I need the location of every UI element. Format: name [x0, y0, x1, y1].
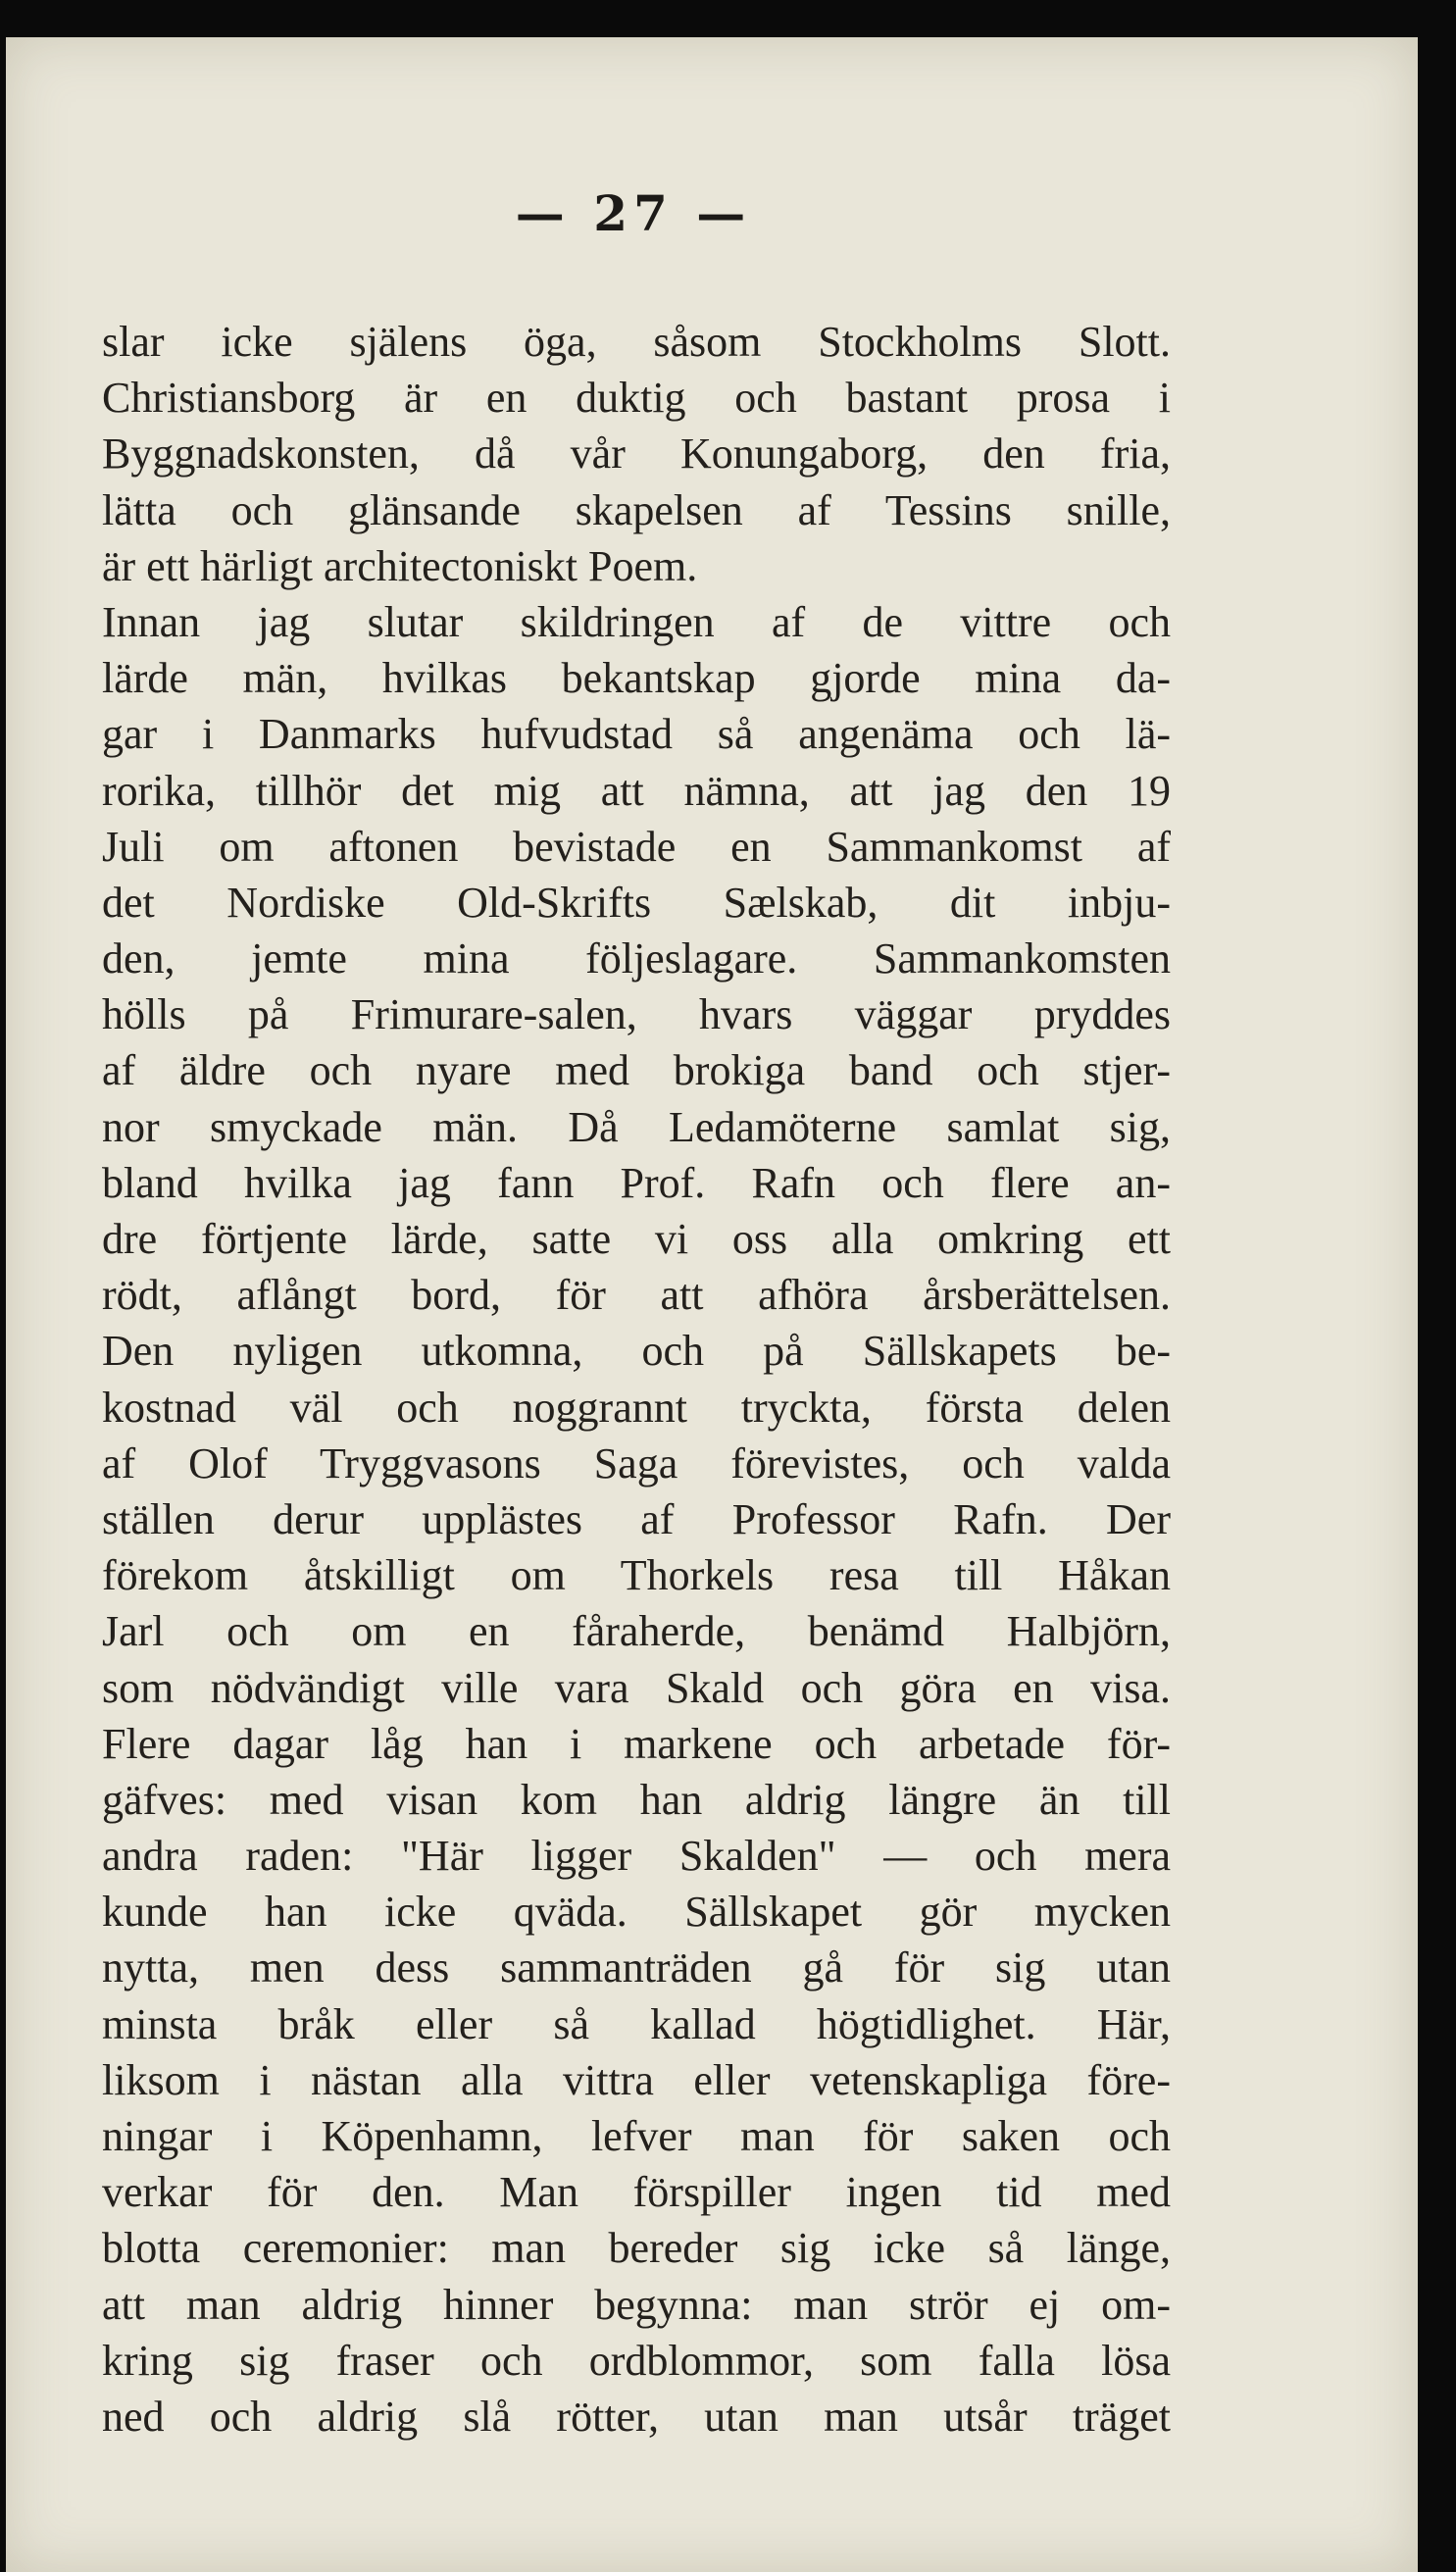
text-line: liksom i nästan alla vittra eller vetenskapliga före-: [102, 2055, 1171, 2104]
text-line: Innan jag slutar skildringen af de vittre och: [102, 597, 1171, 646]
text-line: gar i Danmarks hufvudstad så angenäma och lä-: [102, 710, 1171, 759]
text-line: att man aldrig hinner begynna: man strör ej om-: [102, 2280, 1171, 2329]
text-line: Byggnadskonsten, då vår Konungaborg, den fria,: [102, 429, 1171, 479]
text-line: dre förtjente lärde, satte vi oss alla omkring ett: [102, 1215, 1171, 1263]
text-line: andra raden: "Här ligger Skalden" — och mera: [102, 1832, 1171, 1881]
text-line: är ett härligt architectoniskt Poem.: [102, 541, 698, 590]
text-line: nor smyckade män. Då Ledamöterne samlat sig,: [102, 1102, 1171, 1151]
page-number: — 27 —: [515, 184, 752, 242]
text-line: kostnad väl och noggrannt tryckta, första delen: [102, 1383, 1171, 1432]
text-line: Juli om aftonen bevistade en Sammankomst af: [102, 822, 1171, 871]
text-line: slar icke själens öga, såsom Stockholms Slott.: [102, 318, 1171, 366]
text-line: gäfves: med visan kom han aldrig längre än till: [102, 1775, 1171, 1824]
text-line: det Nordiske Old-Skrifts Sælskab, dit inbju-: [102, 878, 1171, 927]
text-line: af Olof Tryggvasons Saga förevistes, och valda: [102, 1438, 1171, 1488]
text-line: ned och aldrig slå rötter, utan man utsår träget: [102, 2392, 1171, 2441]
text-line: kring sig fraser och ordblommor, som falla lösa: [102, 2336, 1171, 2385]
text-line: kunde han icke qväda. Sällskapet gör mycken: [102, 1888, 1171, 1937]
book-page: [6, 37, 1418, 2572]
text-line: lätta och glänsande skapelsen af Tessins snille,: [102, 485, 1171, 534]
text-line: minsta bråk eller så kallad högtidlighet. Här,: [102, 1999, 1171, 2048]
text-line: verkar för den. Man förspiller ingen tid med: [102, 2168, 1171, 2217]
text-line: rorika, tillhör det mig att nämna, att jag den 19: [102, 766, 1171, 815]
text-line: blotta ceremonier: man bereder sig icke så länge,: [102, 2224, 1171, 2273]
text-line: den, jemte mina följeslagare. Sammankomsten: [102, 934, 1171, 983]
text-line: Den nyligen utkomna, och på Sällskapets be-: [102, 1327, 1171, 1376]
text-line: Jarl och om en fåraherde, benämd Halbjörn,: [102, 1607, 1171, 1656]
text-line: ningar i Köpenhamn, lefver man för saken och: [102, 2112, 1171, 2160]
text-line: hölls på Frimurare-salen, hvars väggar pryddes: [102, 990, 1171, 1039]
text-line: Christiansborg är en duktig och bastant prosa i: [102, 374, 1171, 423]
text-line: nytta, men dess sammanträden gå för sig utan: [102, 1943, 1171, 1992]
text-line: Flere dagar låg han i markene och arbetade för-: [102, 1719, 1171, 1768]
body-text: [102, 314, 1171, 2445]
text-line: lärde män, hvilkas bekantskap gjorde mina da-: [102, 654, 1171, 703]
text-line: förekom åtskilligt om Thorkels resa till Håkan: [102, 1551, 1171, 1600]
text-line: bland hvilka jag fann Prof. Rafn och flere an-: [102, 1158, 1171, 1207]
text-line: som nödvändigt ville vara Skald och göra en visa.: [102, 1663, 1171, 1712]
text-line: ställen derur upplästes af Professor Rafn. Der: [102, 1494, 1171, 1543]
text-line: rödt, aflångt bord, för att afhöra årsberättelsen.: [102, 1271, 1171, 1320]
text-line: af äldre och nyare med brokiga band och stjer-: [102, 1046, 1171, 1095]
